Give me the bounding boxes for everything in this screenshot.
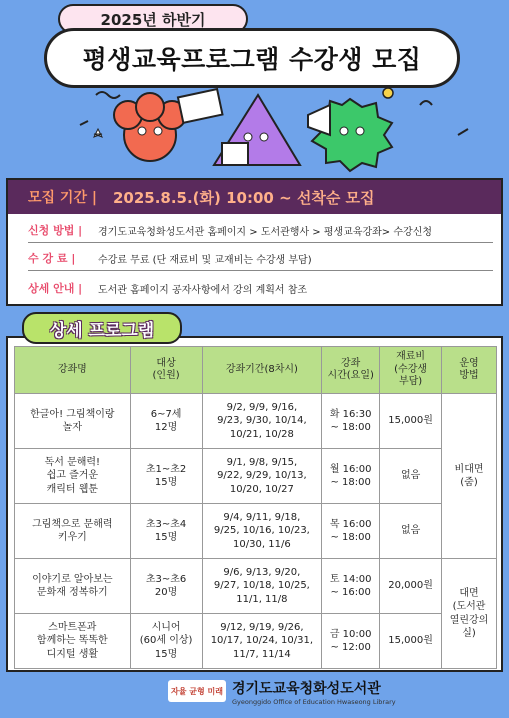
course-time: 월 16:00 ~ 18:00	[322, 449, 380, 504]
table-row	[15, 614, 497, 669]
course-target: 초1~초2 15명	[130, 449, 202, 504]
character-illustration	[0, 85, 509, 175]
library-name: 경기도교육청화성도서관	[232, 681, 381, 697]
program-table	[14, 346, 497, 669]
semester-badge: 2025년 하반기	[58, 4, 248, 34]
library-english-name: Gyeonggido Office of Education Hwaseong Library	[232, 698, 396, 706]
course-fee: 15,000원	[380, 394, 442, 449]
course-target: 초3~초4 15명	[130, 504, 202, 559]
course-time: 화 16:30 ~ 18:00	[322, 394, 380, 449]
course-time: 금 10:00 ~ 12:00	[322, 614, 380, 669]
tuition-row	[28, 246, 493, 271]
course-period: 9/6, 9/13, 9/20, 9/27, 10/18, 10/25, 11/1, 11/8	[202, 559, 322, 614]
recruitment-info-panel	[6, 178, 503, 306]
table-header-row	[15, 347, 497, 394]
period-value: 2025.8.5.(화) 10:00 ~ 선착순 모집	[112, 188, 375, 207]
course-fee: 20,000원	[380, 559, 442, 614]
course-time: 목 16:00 ~ 18:00	[322, 504, 380, 559]
recruitment-period-bar	[8, 180, 501, 214]
course-fee: 15,000원	[380, 614, 442, 669]
course-time: 토 14:00 ~ 16:00	[322, 559, 380, 614]
row-value: 수강료 무료 (단 재료비 및 교재비는 수강생 부담)	[98, 254, 312, 266]
details-row	[28, 276, 493, 300]
course-name: 스마트폰과 함께하는 똑똑한 디지털 생활	[15, 614, 131, 669]
header-period: 강좌기간(8차시)	[202, 347, 322, 394]
header-course: 강좌명	[15, 347, 131, 394]
course-name: 한글아! 그림책이랑 놀자	[15, 394, 131, 449]
library-logo	[168, 680, 226, 702]
detail-program-title: 상세 프로그램	[22, 312, 182, 344]
course-period: 9/12, 9/19, 9/26, 10/17, 10/24, 10/31, 11/7, 11/14	[202, 614, 322, 669]
row-label: 수 강 료 |	[28, 252, 76, 265]
course-target: 시니어 (60세 이상) 15명	[130, 614, 202, 669]
course-fee: 없음	[380, 449, 442, 504]
footer	[0, 672, 509, 718]
header-method: 운영 방법	[442, 347, 497, 394]
period-label: 모집 기간 |	[28, 190, 97, 206]
course-period: 9/1, 9/8, 9/15, 9/22, 9/29, 10/13, 10/20, 10/27	[202, 449, 322, 504]
course-target: 6~7세 12명	[130, 394, 202, 449]
row-label: 상세 안내 |	[28, 282, 83, 295]
row-value: 도서관 홈페이지 공자사항에서 강의 계획서 참조	[98, 284, 308, 296]
course-name: 이야기로 알아보는 문화재 정복하기	[15, 559, 131, 614]
course-period: 9/4, 9/11, 9/18, 9/25, 10/16, 10/23, 10/30, 11/6	[202, 504, 322, 559]
header-fee: 재료비 (수강생 부담)	[380, 347, 442, 394]
course-fee: 없음	[380, 504, 442, 559]
course-name: 독서 문해력! 쉽고 즐거운 캐릭터 웹툰	[15, 449, 131, 504]
header-target: 대상 (인원)	[130, 347, 202, 394]
course-name: 그림책으로 문해력 키우기	[15, 504, 131, 559]
header-time: 강좌 시간(요일)	[322, 347, 380, 394]
course-target: 초3~초6 20명	[130, 559, 202, 614]
table-row	[15, 504, 497, 559]
row-label: 신청 방법 |	[28, 224, 83, 237]
method-offline: 대면 (도서관 열린강의실)	[442, 559, 497, 669]
program-detail-panel	[6, 336, 503, 672]
table-row	[15, 394, 497, 449]
logo-text: 자율 균형 미래	[171, 686, 223, 696]
table-row	[15, 449, 497, 504]
table-row	[15, 559, 497, 614]
method-online: 비대면 (줌)	[442, 394, 497, 559]
page-title: 평생교육프로그램 수강생 모집	[44, 28, 460, 88]
application-method-row	[28, 218, 493, 243]
row-value: 경기도교육청화성도서관 홈페이지 > 도서관행사 > 평생교육강좌> 수강신청	[98, 226, 433, 238]
course-period: 9/2, 9/9, 9/16, 9/23, 9/30, 10/14, 10/21, 10/28	[202, 394, 322, 449]
